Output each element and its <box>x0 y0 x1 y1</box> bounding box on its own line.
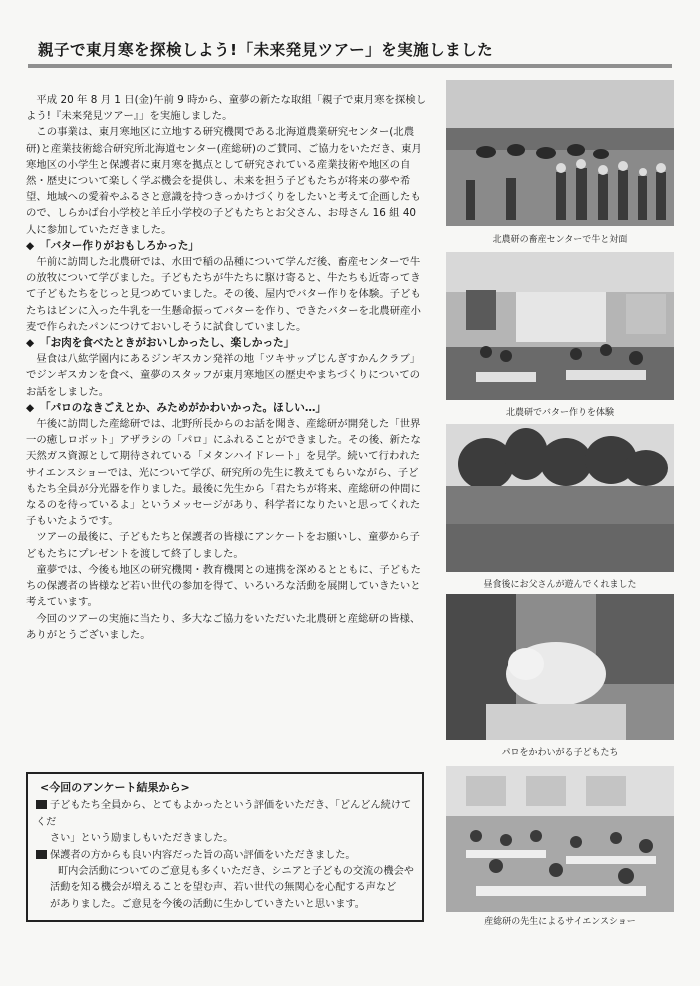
title-rule <box>28 64 672 68</box>
paragraph-afternoon: 午後に訪問した産総研では、北野所長からのお話を聞き、産総研が開発した「世界一の癒しロボット」アザラシの「パロ」にふれることができました。その後、新たな天然ガス資源として期待されている「メタンハイドレート」を見学。続いて行われたサイエンスショーでは、光について学び、研究所の先生に教えてもらいながら、子どもたち全員が分光器を作りました。最後に先生から「君たちが将来、産総研の仲間になるのを待っているよ」というメッセージがあり、科学者になりたいと思ってくれた子もいたようです。 <box>26 418 421 528</box>
page-title: 親子で東月寒を探検しよう!「未来発見ツアー」を実施しました <box>38 41 494 59</box>
section-heading-text: 「バター作りがおもしろかった」 <box>40 239 199 252</box>
section-heading-lunch <box>26 335 428 351</box>
photo-paro <box>446 594 674 740</box>
square-bullet-icon <box>36 850 47 859</box>
article-body <box>26 92 428 643</box>
section-heading-butter <box>26 238 428 254</box>
caption-field: 昼食後にお父さんが遊んでくれました <box>483 580 637 590</box>
section-heading-paro <box>26 400 428 416</box>
caption-butter-making: 北農研でバター作りを体験 <box>505 408 614 418</box>
caption-paro: パロをかわいがる子どもたち <box>501 748 619 758</box>
diamond-bullet-icon: ◆ <box>26 239 35 252</box>
survey-item-parents: 保護者の方からも良い内容だった旨の高い評価をいただきました。 <box>36 848 414 864</box>
survey-title: <今回のアンケート結果から> <box>40 781 190 794</box>
caption-science-show: 産総研の先生によるサイエンスショー <box>484 917 636 927</box>
photo-science-show <box>446 766 674 912</box>
paragraph-future: 童夢では、今後も地区の研究機関・教育機関との連携を深めるとともに、子どもたちの保護者の皆様など若い世代の参加を得て、いろいろな活動を展開していきたいと考えています。 <box>26 563 421 609</box>
survey-item-children: 子どもたち全員から、とてもよかったという評価をいただき、「どんどん続けてくだ <box>36 800 412 828</box>
paragraph-thanks: 今回のツアーの実施に当たり、多大なご協力をいただいた北農研と産総研の皆様、ありがとうございました。 <box>26 612 421 641</box>
section-heading-text: 「お肉を食べたときがおいしかったし、楽しかった」 <box>40 337 295 350</box>
photo-cows <box>446 80 674 226</box>
photo-butter-making <box>446 252 674 400</box>
caption-cows: 北農研の畜産センターで牛と対面 <box>492 235 628 245</box>
square-bullet-icon <box>36 800 47 809</box>
paragraph-intro: 平成 20 年 8 月 1 日(金)午前 9 時から、童夢の新たな取組「親子で東月寒を探検しよう!『未来発見ツアー』」を実施しました。 <box>26 94 427 123</box>
survey-item-children-cont: さい」という励ましもいただきました。 <box>50 833 234 845</box>
paragraph-morning: 午前に訪問した北農研では、水田で稲の品種について学んだ後、畜産センターで牛の放牧について学びました。子どもたちが牛たちに駆け寄ると、牛たちも近寄ってきて子どもたちをじっと見つめていました。その後、屋内でバター作りを体験。子どもたちはビンに入った牛乳を一生懸命振ってバターを作り、できたバターを北農研産小麦で作られたパンにつけておいしそうに試食していました。 <box>26 256 421 333</box>
photo-field <box>446 424 674 572</box>
section-heading-text: 「パロのなきごえとか、みためがかわいかった。ほしい…」 <box>40 401 327 414</box>
diamond-bullet-icon: ◆ <box>26 337 35 350</box>
survey-item-parents-line4: がありました。ご意見を今後の活動に生かしていきたいと思います。 <box>50 898 365 910</box>
paragraph-lunch: 昼食は八紘学園内にあるジンギスカン発祥の地「ツキサップじんぎすかんクラブ」でジンギスカンを食べ、童夢のスタッフが東月寒地区の歴史やまちづくりについてのお話をしました。 <box>26 353 421 398</box>
paragraph-closing: ツアーの最後に、子どもたちと保護者の皆様にアンケートをお願いし、童夢から子どもたちにプレゼントを渡して終了しました。 <box>26 531 420 560</box>
survey-item-parents-line2: 町内会活動についてのご意見も多くいただき、シニアと子どもの交流の機会や <box>58 866 414 878</box>
diamond-bullet-icon: ◆ <box>26 401 35 414</box>
paragraph-purpose: この事業は、東月寒地区に立地する研究機関である北海道農業研究センター(北農研)と産業技術総合研究所北海道センター(産総研)のご賛同、ご協力をいただき、東月寒地区の小学生と保護者に東月寒を拠点として研究されている産業技術や地区の自然・歴史について楽しく学ぶ機会を提供し、未来を担う子どもたちが将来の夢や希望、地域への愛着やふるさと意識を持つきっかけづくりをしたいと考えて企画したもので、しらかば台小学校と羊丘小学校の子どもたちとお父さん、お母さん 16 組 40 人に参加していただきました。 <box>26 126 422 236</box>
survey-box <box>26 772 424 922</box>
survey-item-parents-line3: 活動を知る機会が増えることを望む声、若い世代の無関心を心配する声など <box>50 882 397 894</box>
